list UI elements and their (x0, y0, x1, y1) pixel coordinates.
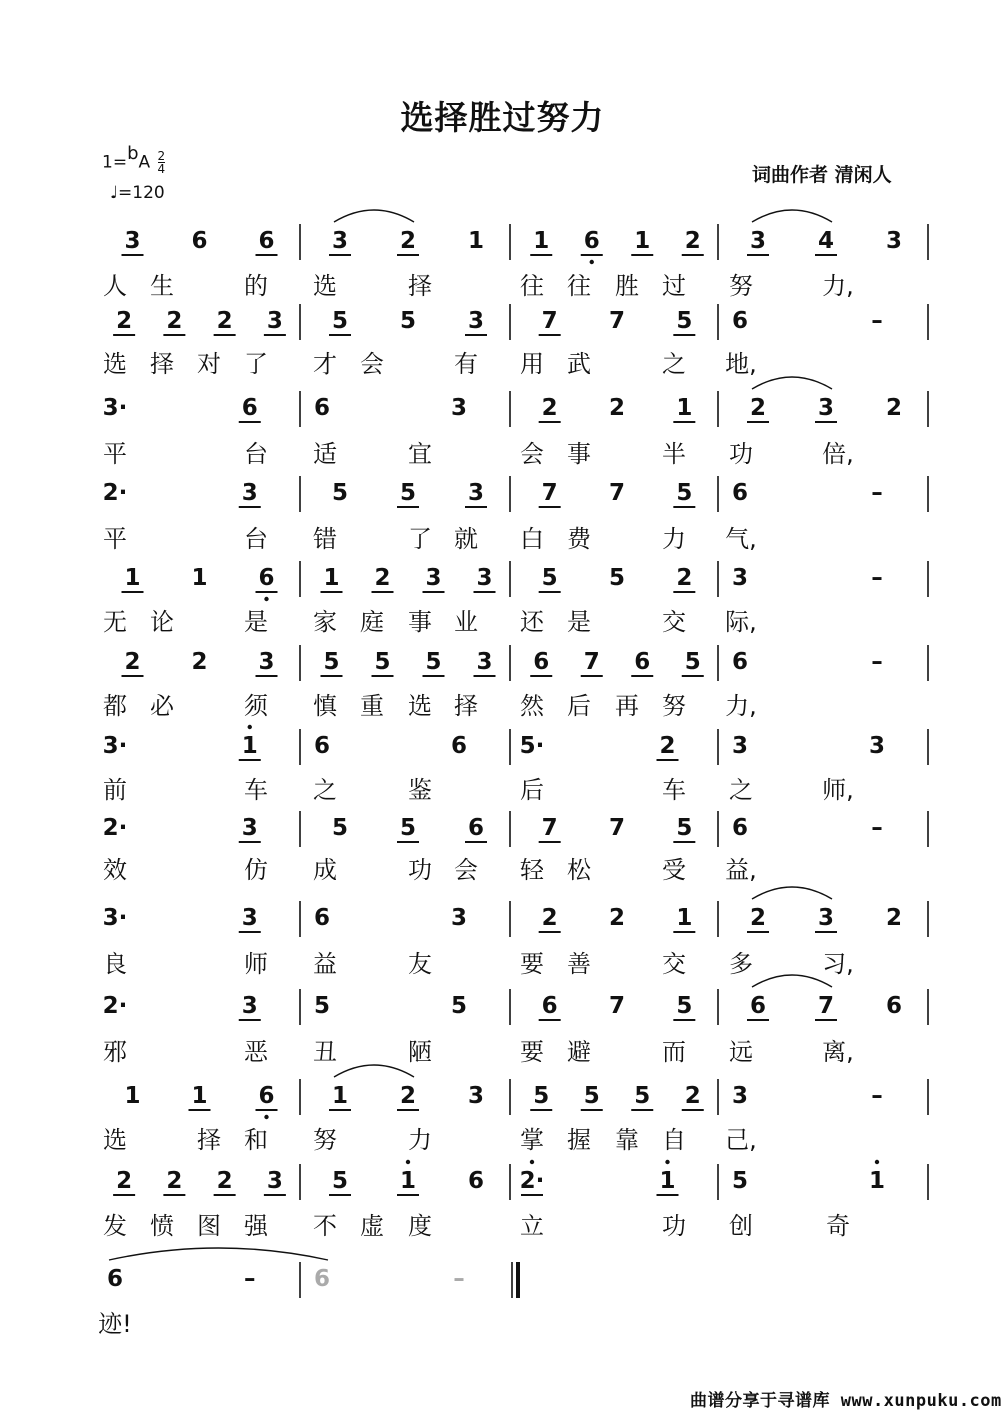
lyric-char: 才 (313, 350, 337, 378)
note: 3 (241, 993, 258, 1019)
lyric-char: 握 (567, 1126, 591, 1154)
lyric-char: 际, (725, 608, 757, 636)
lyric-char: 错 (313, 525, 337, 553)
lyric-char: 事 (567, 440, 591, 468)
note: 2 (216, 1168, 233, 1194)
lyric-char: 自 (662, 1126, 686, 1154)
lyric-char: 善 (567, 950, 591, 978)
lyric-char: 都 (103, 692, 127, 720)
lyric-char: 会 (454, 856, 478, 884)
slur-tie (752, 975, 832, 987)
note: 3 (817, 395, 834, 421)
dash-note: – (871, 649, 883, 675)
note: 5 (374, 649, 391, 675)
lyric-char: 选 (313, 272, 337, 300)
lyric-char: 功 (662, 1212, 686, 1240)
lyric-char: 恶 (244, 1038, 268, 1066)
note: 6 (731, 480, 748, 506)
lyric-char: 靠 (615, 1126, 639, 1154)
note: 7 (608, 993, 625, 1019)
lyric-char: 半 (662, 440, 686, 468)
note: 5 (676, 815, 693, 841)
lyric-char: 家 (313, 608, 337, 636)
note: 1 (124, 1083, 141, 1109)
lyric-char: 是 (244, 608, 268, 636)
note: 5 (450, 993, 467, 1019)
lyric-char: 择 (150, 350, 174, 378)
note: 1 (868, 1168, 885, 1194)
note: 6 (450, 733, 467, 759)
note: 6 (731, 649, 748, 675)
flat-sign: b (127, 142, 139, 164)
note: 6 (313, 395, 330, 421)
lyric-char: 往 (567, 272, 591, 300)
note: 2· (102, 993, 128, 1019)
composer-credit: 词曲作者 清闲人 (752, 164, 892, 186)
lyric-char: 而 (662, 1038, 686, 1066)
lyric-char: 然 (520, 692, 544, 720)
note: 2 (684, 228, 701, 254)
lyric-char: 立 (520, 1212, 544, 1240)
note: 5 (399, 308, 416, 334)
note: 6 (258, 565, 275, 591)
note: 5 (331, 815, 348, 841)
note: 3 (258, 649, 275, 675)
note: 2 (608, 395, 625, 421)
high-octave-dot (248, 725, 252, 729)
lyric-char: 交 (662, 608, 686, 636)
dash-note: – (871, 480, 883, 506)
lyric-char: 慎 (313, 692, 337, 720)
note: 5 (399, 815, 416, 841)
lyric-char: 择 (197, 1126, 221, 1154)
lyric-char: 努 (313, 1126, 337, 1154)
song-title: 选择胜过努力 (400, 98, 605, 137)
lyric-char: 效 (103, 856, 127, 884)
note: 1 (399, 1168, 416, 1194)
note: 7 (541, 308, 558, 334)
note: 6 (313, 1266, 330, 1292)
lyric-char: 了 (244, 350, 268, 378)
note: 3 (124, 228, 141, 254)
note: 7 (541, 480, 558, 506)
note: 2 (749, 905, 766, 931)
dash-note: – (871, 565, 883, 591)
high-octave-dot (665, 1160, 669, 1164)
note: 1 (676, 905, 693, 931)
note: 5 (313, 993, 330, 1019)
lyric-char: 武 (567, 350, 591, 378)
note: 2 (541, 395, 558, 421)
lyric-char: 强 (244, 1212, 268, 1240)
lyric-char: 白 (520, 525, 544, 553)
note: 6 (731, 815, 748, 841)
lyric-char: 之 (313, 776, 337, 804)
note: 2 (749, 395, 766, 421)
note: 5 (323, 649, 340, 675)
note: 3· (102, 905, 128, 931)
lyric-char: 对 (197, 350, 221, 378)
note: 2 (116, 1168, 133, 1194)
note: 1 (241, 733, 258, 759)
note: 2· (102, 480, 128, 506)
high-octave-dot (406, 1160, 410, 1164)
lyric-char: 择 (454, 692, 478, 720)
lyric-char: 人 (103, 272, 127, 300)
note: 3 (450, 395, 467, 421)
note: 6 (258, 1083, 275, 1109)
note: 5 (676, 308, 693, 334)
lyric-char: 力 (408, 1126, 432, 1154)
lyric-char: 鉴 (408, 776, 432, 804)
lyric-char: 习, (822, 950, 854, 978)
note: 3 (731, 733, 748, 759)
lyric-char: 前 (103, 776, 127, 804)
lyric-char: 再 (615, 692, 639, 720)
lyric-char: 选 (103, 1126, 127, 1154)
lyric-char: 松 (567, 856, 591, 884)
lyric-char: 要 (520, 1038, 544, 1066)
lyric-char: 车 (662, 776, 686, 804)
note: 6 (467, 815, 484, 841)
lyric-char: 重 (360, 692, 384, 720)
note: 5 (676, 993, 693, 1019)
lyric-char: 师 (244, 950, 268, 978)
note: 6 (258, 228, 275, 254)
low-octave-dot (264, 1115, 268, 1119)
note: 3· (102, 733, 128, 759)
note: 5 (331, 480, 348, 506)
note: 1 (467, 228, 484, 254)
footer-source: 曲谱分享于寻谱库 www.xunpuku.com (690, 1391, 1002, 1411)
note: 2 (166, 1168, 183, 1194)
lyric-char: 创 (729, 1212, 753, 1240)
note: 5 (634, 1083, 651, 1109)
lyric-char: 用 (520, 350, 544, 378)
lyric-char: 多 (729, 950, 753, 978)
slur-tie (752, 377, 832, 389)
key-letter: A (138, 152, 151, 173)
slur-tie (334, 1065, 414, 1077)
lyric-char: 良 (103, 950, 127, 978)
note: 2 (885, 905, 902, 931)
lyric-char: 适 (313, 440, 337, 468)
lyric-char: 交 (662, 950, 686, 978)
lyric-char: 成 (313, 856, 337, 884)
lyric-char: 论 (150, 608, 174, 636)
lyric-char: 择 (408, 272, 432, 300)
note: 3 (476, 565, 493, 591)
note: 2 (216, 308, 233, 334)
lyric-char: 的 (244, 272, 268, 300)
lyric-char: 功 (408, 856, 432, 884)
lyric-char: 要 (520, 950, 544, 978)
note: 2· (102, 815, 128, 841)
lyric-char: 力, (725, 692, 757, 720)
lyric-char: 平 (103, 440, 127, 468)
lyric-char: 奇 (826, 1212, 850, 1240)
slur-tie (334, 210, 414, 222)
note: 1 (323, 565, 340, 591)
lyric-char: 掌 (520, 1126, 544, 1154)
lyric-char: 台 (244, 525, 268, 553)
lyric-char: 之 (729, 776, 753, 804)
lyric-char: 选 (103, 350, 127, 378)
note: 3 (241, 905, 258, 931)
note: 3 (467, 308, 484, 334)
note: 7 (583, 649, 600, 675)
note: 1 (634, 228, 651, 254)
note: 2· (519, 1168, 545, 1194)
lyric-char: 气, (725, 525, 757, 553)
lyric-char: 就 (454, 525, 478, 553)
slur-tie (752, 210, 832, 222)
tempo-value: =120 (118, 183, 165, 203)
note: 4 (817, 228, 834, 254)
note: 5 (583, 1083, 600, 1109)
time-top: 2 (157, 149, 166, 163)
high-octave-dot (875, 1160, 879, 1164)
lyric-char: 胜 (615, 272, 639, 300)
lyric-char: 陋 (408, 1038, 432, 1066)
note: 6 (731, 308, 748, 334)
note: 7 (608, 480, 625, 506)
lyric-char: 费 (567, 525, 591, 553)
note: 3 (425, 565, 442, 591)
note: 6 (241, 395, 258, 421)
note: 6 (749, 993, 766, 1019)
note: 6 (583, 228, 600, 254)
note: 3 (450, 905, 467, 931)
note: 3 (817, 905, 834, 931)
lyric-char: 必 (150, 692, 174, 720)
lyric-char: 会 (360, 350, 384, 378)
note: 5 (541, 565, 558, 591)
note: 1 (191, 1083, 208, 1109)
note: 2 (124, 649, 141, 675)
note: 5 (331, 308, 348, 334)
note: 2 (885, 395, 902, 421)
dash-note: – (244, 1266, 256, 1292)
lyric-char: 功 (729, 440, 753, 468)
lyric-char: 丑 (313, 1038, 337, 1066)
lyric-char: 业 (454, 608, 478, 636)
high-octave-dot (530, 1160, 534, 1164)
lyric-char: 迹! (98, 1310, 132, 1338)
note: 3 (885, 228, 902, 254)
dash-note: – (871, 1083, 883, 1109)
lyric-char: 仿 (244, 856, 268, 884)
note: 2 (659, 733, 676, 759)
lyric-char: 发 (103, 1212, 127, 1240)
lyric-char: 努 (729, 272, 753, 300)
note: 6 (885, 993, 902, 1019)
lyric-char: 平 (103, 525, 127, 553)
note: 6 (313, 733, 330, 759)
lyric-char: 轻 (520, 856, 544, 884)
lyric-char: 不 (313, 1212, 337, 1240)
lyric-char: 师, (822, 776, 854, 804)
note: 5 (331, 1168, 348, 1194)
note: 2 (399, 1083, 416, 1109)
time-bottom: 4 (157, 162, 166, 176)
note: 1 (124, 565, 141, 591)
note: 3 (467, 1083, 484, 1109)
note: 2 (541, 905, 558, 931)
note: 2 (399, 228, 416, 254)
slur-tie (109, 1248, 328, 1260)
note: 7 (541, 815, 558, 841)
lyric-char: 有 (454, 350, 478, 378)
note: 2 (684, 1083, 701, 1109)
note: 3 (476, 649, 493, 675)
note: 6 (313, 905, 330, 931)
note: 5 (533, 1083, 550, 1109)
note: 5 (608, 565, 625, 591)
note: 3 (241, 815, 258, 841)
note: 7 (608, 308, 625, 334)
note: 5 (399, 480, 416, 506)
lyric-char: 邪 (103, 1038, 127, 1066)
dash-note: – (871, 308, 883, 334)
lyric-char: 庭 (360, 608, 384, 636)
lyric-char: 努 (662, 692, 686, 720)
note: 7 (817, 993, 834, 1019)
quarter-note-icon: ♩ (110, 183, 119, 203)
slur-tie (752, 887, 832, 899)
lyric-char: 了 (408, 525, 432, 553)
key-prefix: 1= (102, 152, 128, 173)
note: 1 (659, 1168, 676, 1194)
lyric-char: 还 (520, 608, 544, 636)
lyric-char: 台 (244, 440, 268, 468)
lyric-char: 力, (822, 272, 854, 300)
lyric-char: 是 (567, 608, 591, 636)
low-octave-dot (590, 260, 594, 264)
note: 6 (533, 649, 550, 675)
lyric-char: 益, (725, 856, 757, 884)
lyric-char: 图 (197, 1212, 221, 1240)
lyric-char: 无 (103, 608, 127, 636)
note: 6 (467, 1168, 484, 1194)
lyric-char: 友 (408, 950, 432, 978)
note: 3 (467, 480, 484, 506)
lyric-char: 离, (822, 1038, 854, 1066)
note: 3 (241, 480, 258, 506)
lyric-char: 己, (725, 1126, 757, 1154)
note: 1 (191, 565, 208, 591)
lyric-char: 车 (244, 776, 268, 804)
note: 2 (116, 308, 133, 334)
note: 2 (191, 649, 208, 675)
lyric-char: 力 (662, 525, 686, 553)
note: 3 (266, 308, 283, 334)
note: 3 (731, 565, 748, 591)
lyric-char: 受 (662, 856, 686, 884)
lyric-char: 和 (244, 1126, 268, 1154)
note: 1 (533, 228, 550, 254)
low-octave-dot (264, 597, 268, 601)
note: 5 (425, 649, 442, 675)
lyric-char: 愤 (150, 1212, 174, 1240)
lyric-char: 后 (520, 776, 544, 804)
lyric-char: 往 (520, 272, 544, 300)
lyric-char: 度 (408, 1212, 432, 1240)
lyric-char: 地, (725, 350, 757, 378)
note: 7 (608, 815, 625, 841)
note: 6 (634, 649, 651, 675)
lyric-char: 之 (662, 350, 686, 378)
lyric-char: 生 (150, 272, 174, 300)
note: 5 (676, 480, 693, 506)
lyric-char: 宜 (408, 440, 432, 468)
note: 3 (868, 733, 885, 759)
note: 5 (731, 1168, 748, 1194)
note: 5· (519, 733, 545, 759)
note: 5 (684, 649, 701, 675)
lyric-char: 过 (662, 272, 686, 300)
note: 1 (331, 1083, 348, 1109)
lyric-char: 远 (729, 1038, 753, 1066)
note: 1 (676, 395, 693, 421)
lyric-char: 益 (313, 950, 337, 978)
note: 3 (331, 228, 348, 254)
note: 2 (374, 565, 391, 591)
note: 6 (106, 1266, 123, 1292)
lyric-char: 虚 (360, 1212, 384, 1240)
lyric-char: 避 (567, 1038, 591, 1066)
lyric-char: 事 (408, 608, 432, 636)
note: 3 (266, 1168, 283, 1194)
note: 2 (676, 565, 693, 591)
lyric-char: 会 (520, 440, 544, 468)
note: 6 (191, 228, 208, 254)
dash-note: – (871, 815, 883, 841)
lyric-char: 选 (408, 692, 432, 720)
note: 2 (166, 308, 183, 334)
note: 3 (731, 1083, 748, 1109)
note: 6 (541, 993, 558, 1019)
note: 3· (102, 395, 128, 421)
lyric-char: 后 (567, 692, 591, 720)
lyric-char: 须 (244, 692, 268, 720)
lyric-char: 倍, (822, 440, 854, 468)
note: 2 (608, 905, 625, 931)
dash-note: – (453, 1266, 465, 1292)
note: 3 (749, 228, 766, 254)
